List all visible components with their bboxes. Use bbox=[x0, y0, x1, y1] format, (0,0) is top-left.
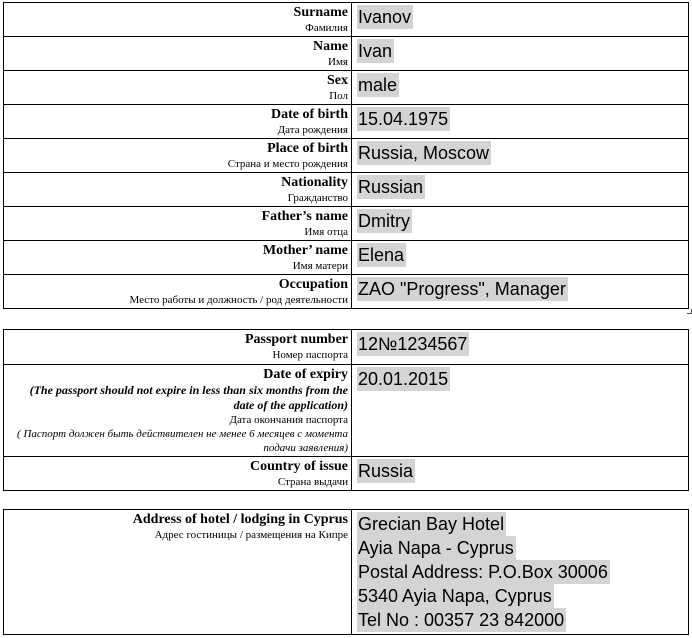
nationality-value: Russian bbox=[358, 177, 424, 197]
label-cell bbox=[4, 173, 352, 207]
name-label-ru: Имя bbox=[328, 56, 348, 68]
label-cell bbox=[4, 105, 352, 139]
value-cell bbox=[352, 207, 689, 241]
sex-label: Sex bbox=[327, 73, 348, 88]
address-line-1: Grecian Bay Hotel bbox=[358, 514, 505, 534]
mothers-name-value: Elena bbox=[358, 245, 405, 265]
label-cell bbox=[4, 37, 352, 71]
value-cell bbox=[352, 173, 689, 207]
mothers-name-label: Mother’ name bbox=[262, 243, 348, 258]
value-cell bbox=[352, 3, 689, 37]
label-cell bbox=[4, 139, 352, 173]
label-cell bbox=[4, 510, 352, 635]
passport-table bbox=[3, 329, 689, 491]
address-line bbox=[357, 560, 688, 584]
row-passport-number bbox=[4, 330, 689, 365]
address-line-4: 5340 Ayia Napa, Cyprus bbox=[358, 586, 552, 606]
address-line bbox=[357, 536, 688, 560]
address-label-ru: Адрес гостиницы / размещения на Кипре bbox=[154, 529, 348, 541]
personal-details-table bbox=[3, 2, 689, 309]
row-date-of-expiry bbox=[4, 365, 689, 457]
country-of-issue-label-ru: Страна выдачи bbox=[277, 476, 348, 488]
occupation-value: ZAO "Progress", Manager bbox=[358, 279, 566, 299]
address-label: Address of hotel / lodging in Cyprus bbox=[132, 512, 348, 527]
value-cell bbox=[352, 139, 689, 173]
row-address bbox=[4, 510, 689, 635]
place-of-birth-label: Place of birth bbox=[267, 141, 348, 156]
row-fathers-name bbox=[4, 207, 689, 241]
value-cell bbox=[352, 241, 689, 275]
nationality-label-ru: Гражданство bbox=[287, 192, 348, 204]
label-cell bbox=[4, 71, 352, 105]
name-value: Ivan bbox=[358, 41, 393, 61]
occupation-label-ru: Место работы и должность / род деятельности bbox=[129, 294, 348, 306]
address-line-3: Postal Address: P.O.Box 30006 bbox=[358, 562, 608, 582]
row-country-of-issue bbox=[4, 457, 689, 491]
passport-number-label: Passport number bbox=[244, 332, 348, 347]
sex-label-ru: Пол bbox=[329, 90, 348, 102]
value-cell bbox=[352, 510, 689, 635]
row-name bbox=[4, 37, 689, 71]
sex-value: male bbox=[358, 75, 398, 95]
fathers-name-label-ru: Имя отца bbox=[304, 226, 348, 238]
address-line-2: Ayia Napa - Cyprus bbox=[358, 538, 514, 558]
label-cell bbox=[4, 241, 352, 275]
nationality-label: Nationality bbox=[281, 175, 348, 190]
value-cell bbox=[352, 37, 689, 71]
occupation-label: Occupation bbox=[278, 277, 348, 292]
surname-label: Surname bbox=[293, 5, 348, 20]
label-cell bbox=[4, 365, 352, 457]
passport-number-label-ru: Номер паспорта bbox=[272, 349, 348, 361]
value-cell bbox=[352, 105, 689, 139]
row-mothers-name bbox=[4, 241, 689, 275]
label-cell bbox=[4, 207, 352, 241]
country-of-issue-value: Russia bbox=[358, 461, 414, 481]
place-of-birth-label-ru: Страна и место рождения bbox=[227, 158, 348, 170]
value-cell bbox=[352, 330, 689, 365]
date-of-birth-value: 15.04.1975 bbox=[358, 109, 449, 129]
name-label: Name bbox=[313, 39, 348, 54]
surname-value: Ivanov bbox=[358, 7, 412, 27]
page-edge-mark bbox=[687, 309, 692, 314]
date-of-birth-label: Date of birth bbox=[271, 107, 348, 122]
row-nationality bbox=[4, 173, 689, 207]
row-surname bbox=[4, 3, 689, 37]
mothers-name-label-ru: Имя матери bbox=[292, 260, 348, 272]
place-of-birth-value: Russia, Moscow bbox=[358, 143, 490, 163]
date-of-expiry-value: 20.01.2015 bbox=[358, 369, 449, 389]
row-place-of-birth bbox=[4, 139, 689, 173]
label-cell bbox=[4, 330, 352, 365]
address-line bbox=[357, 608, 688, 632]
address-line bbox=[357, 584, 688, 608]
country-of-issue-label: Country of issue bbox=[249, 459, 348, 474]
label-cell bbox=[4, 275, 352, 309]
expiry-note: (The passport should not expire in less than six months from the date of the application) bbox=[29, 383, 348, 412]
label-cell bbox=[4, 3, 352, 37]
date-of-expiry-label: Date of expiry bbox=[263, 367, 348, 382]
date-of-birth-label-ru: Дата рождения bbox=[277, 124, 348, 136]
address-table bbox=[3, 509, 689, 635]
value-cell bbox=[352, 365, 689, 457]
row-sex bbox=[4, 71, 689, 105]
row-date-of-birth bbox=[4, 105, 689, 139]
expiry-note-ru: ( Паспорт должен быть действителен не менее 6 месяцев с момента подачи заявления) bbox=[17, 428, 348, 454]
surname-label-ru: Фамилия bbox=[305, 22, 348, 34]
fathers-name-label: Father’s name bbox=[261, 209, 348, 224]
row-occupation bbox=[4, 275, 689, 309]
address-line bbox=[357, 512, 688, 536]
date-of-expiry-label-ru: Дата окончания паспорта bbox=[229, 414, 348, 426]
fathers-name-value: Dmitry bbox=[358, 211, 410, 231]
value-cell bbox=[352, 71, 689, 105]
value-cell bbox=[352, 275, 689, 309]
passport-number-value: 12№1234567 bbox=[358, 334, 468, 354]
address-line-5: Tel No : 00357 23 842000 bbox=[358, 610, 565, 630]
label-cell bbox=[4, 457, 352, 491]
value-cell bbox=[352, 457, 689, 491]
